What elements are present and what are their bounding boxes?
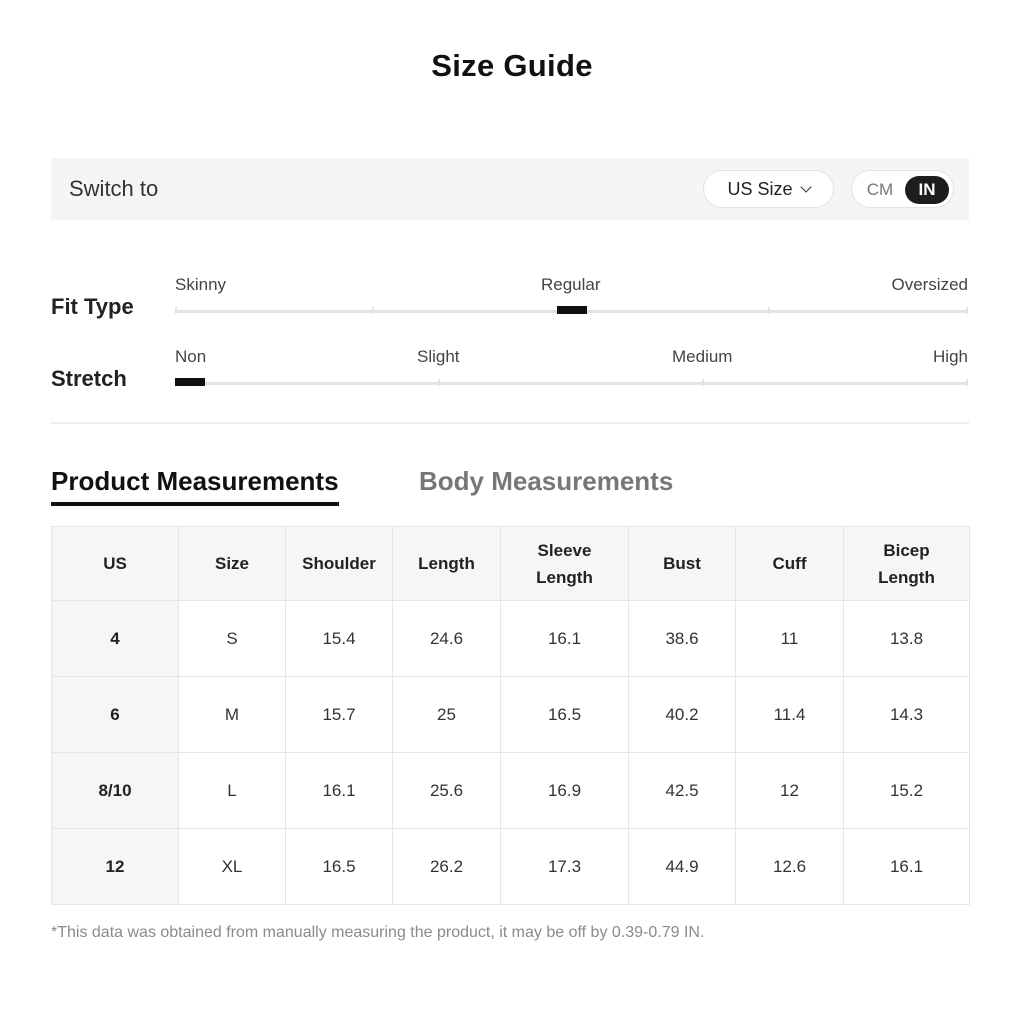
column-header: Bicep Length	[844, 527, 970, 601]
stretch-tick	[966, 379, 968, 386]
table-cell: 15.2	[844, 753, 970, 829]
unit-in-option[interactable]: IN	[905, 176, 949, 204]
fit-tick	[966, 307, 968, 314]
fit-tick	[768, 307, 770, 314]
column-header: Length	[393, 527, 501, 601]
fit-type-marker	[557, 306, 587, 314]
column-header: Size	[179, 527, 286, 601]
fit-type-track	[175, 310, 968, 313]
table-cell: 12	[52, 829, 179, 905]
fit-tick	[175, 307, 177, 314]
table-cell: 15.7	[286, 677, 393, 753]
table-cell: 12.6	[736, 829, 844, 905]
measurement-note: *This data was obtained from manually measuring the product, it may be off by 0.39-0.79 IN.	[51, 924, 705, 941]
table-cell: 16.1	[286, 753, 393, 829]
table-cell: L	[179, 753, 286, 829]
column-header: Sleeve Length	[501, 527, 629, 601]
size-system-dropdown[interactable]	[703, 170, 834, 208]
stretch-tick	[438, 379, 440, 386]
table-cell: 6	[52, 677, 179, 753]
unit-switch-bar	[51, 158, 969, 220]
table-cell: S	[179, 601, 286, 677]
tab-body-measurements[interactable]: Body Measurements	[419, 466, 674, 496]
stretch-option-high: High	[933, 347, 968, 366]
column-header: Cuff	[736, 527, 844, 601]
table-cell: 42.5	[629, 753, 736, 829]
table-cell: 12	[736, 753, 844, 829]
fit-type-label: Fit Type	[51, 294, 134, 319]
table-row	[52, 677, 970, 753]
column-header: US	[52, 527, 179, 601]
fit-option-oversized: Oversized	[891, 275, 968, 294]
stretch-option-medium: Medium	[672, 347, 733, 366]
fit-tick	[372, 307, 374, 314]
fit-option-regular: Regular	[541, 275, 601, 294]
table-cell: 16.1	[501, 601, 629, 677]
table-header-row	[52, 527, 970, 601]
switch-to-label: Switch to	[69, 176, 159, 201]
stretch-marker	[175, 378, 205, 386]
table-row	[52, 601, 970, 677]
table-cell: 25	[393, 677, 501, 753]
table-cell: 14.3	[844, 677, 970, 753]
section-divider	[51, 422, 969, 424]
size-system-value: US Size	[727, 178, 793, 199]
stretch-label: Stretch	[51, 366, 127, 391]
column-header: Bust	[629, 527, 736, 601]
table-cell: 16.1	[844, 829, 970, 905]
table-cell: 17.3	[501, 829, 629, 905]
table-cell: 13.8	[844, 601, 970, 677]
unit-toggle[interactable]	[851, 170, 954, 208]
table-cell: 11.4	[736, 677, 844, 753]
stretch-option-non: Non	[175, 347, 207, 366]
table-cell: 8/10	[52, 753, 179, 829]
column-header: Shoulder	[286, 527, 393, 601]
table-cell: 4	[52, 601, 179, 677]
stretch-track	[175, 382, 968, 385]
table-cell: XL	[179, 829, 286, 905]
table-cell: 44.9	[629, 829, 736, 905]
table-cell: 38.6	[629, 601, 736, 677]
table-row	[52, 829, 970, 905]
unit-cm-option[interactable]: CM	[866, 180, 894, 199]
table-cell: 16.5	[501, 677, 629, 753]
page-title: Size Guide	[431, 48, 593, 83]
chevron-down-icon	[800, 181, 811, 192]
table-cell: 25.6	[393, 753, 501, 829]
table-cell: M	[179, 677, 286, 753]
table-row	[52, 753, 970, 829]
measurements-table	[51, 526, 970, 905]
table-cell: 15.4	[286, 601, 393, 677]
stretch-tick	[702, 379, 704, 386]
fit-option-skinny: Skinny	[175, 275, 227, 294]
table-cell: 16.9	[501, 753, 629, 829]
table-cell: 24.6	[393, 601, 501, 677]
table-cell: 40.2	[629, 677, 736, 753]
stretch-option-slight: Slight	[417, 347, 460, 366]
table-cell: 26.2	[393, 829, 501, 905]
table-cell: 11	[736, 601, 844, 677]
table-cell: 16.5	[286, 829, 393, 905]
tab-product-measurements[interactable]: Product Measurements	[51, 466, 339, 506]
